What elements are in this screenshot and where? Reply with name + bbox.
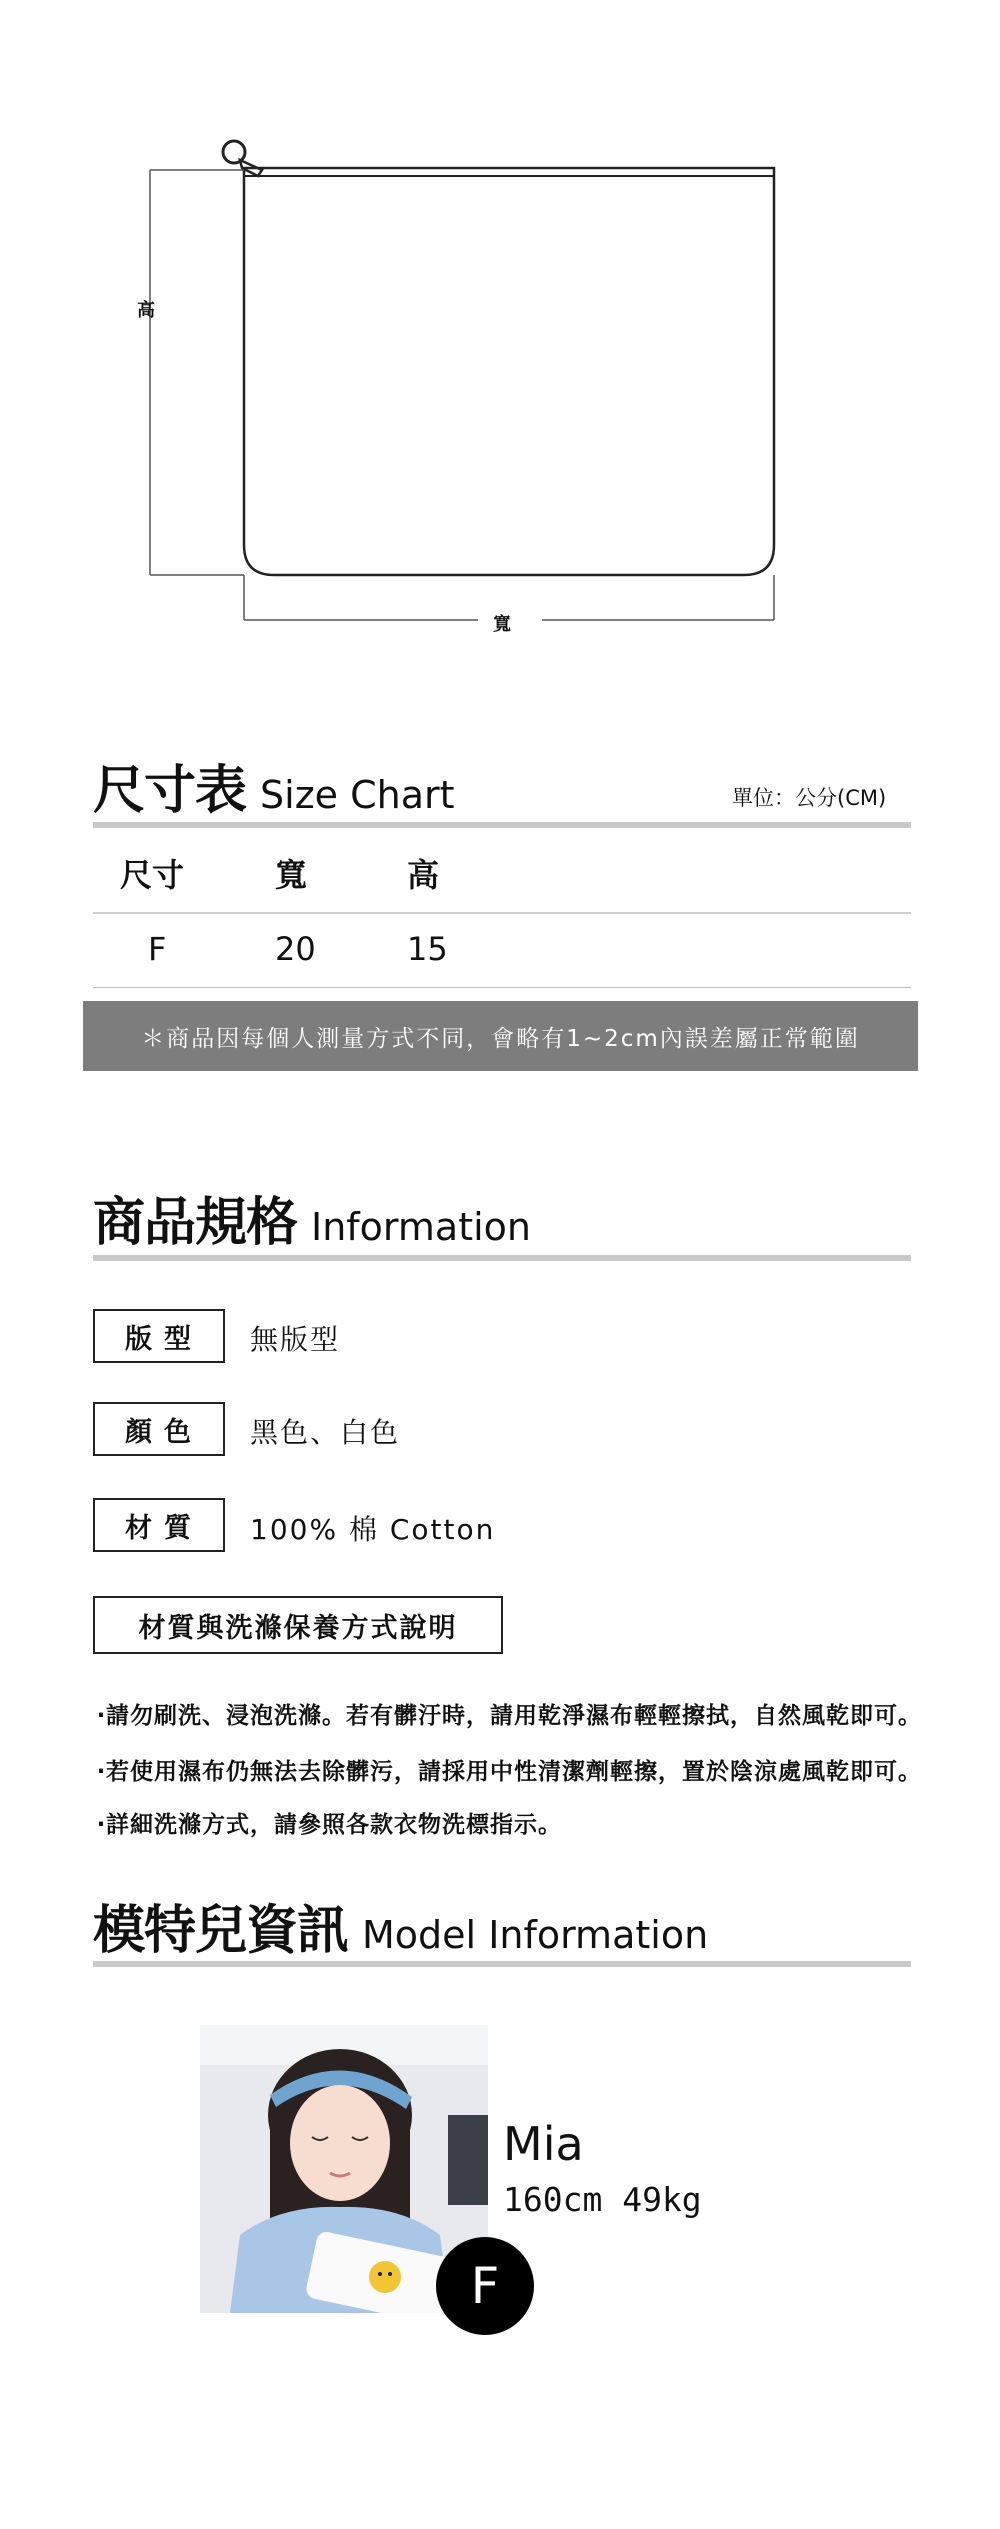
size-chart-heading — [93, 748, 455, 823]
care-item: ‧若使用濕布仍無法去除髒污，請採用中性清潔劑輕擦，置於陰涼處風乾即可。 — [97, 1759, 923, 1785]
information-title-cn: 商品規格 — [93, 1193, 298, 1253]
model-title-cn: 模特兒資訊 — [93, 1901, 349, 1961]
table-header-height: 高 — [407, 856, 440, 894]
spec-label-material: 材質 — [93, 1498, 225, 1552]
information-heading — [93, 1180, 531, 1255]
pouch-outline-drawing — [0, 0, 1000, 680]
spec-label-color: 顏色 — [93, 1402, 225, 1456]
care-instructions-title: 材質與洗滌保養方式說明 — [93, 1596, 503, 1654]
spec-value-fit: 無版型 — [250, 1323, 341, 1356]
model-height-weight: 160cm 49kg — [503, 2180, 702, 2219]
width-label: 寬 — [493, 614, 511, 635]
table-header-divider — [93, 912, 911, 914]
care-item: ‧請勿刷洗、浸泡洗滌。若有髒汙時，請用乾淨濕布輕輕擦拭，自然風乾即可。 — [97, 1703, 923, 1729]
model-heading — [93, 1888, 708, 1963]
spec-value-material: 100% 棉 Cotton — [250, 1513, 496, 1546]
table-header-size: 尺寸 — [120, 856, 185, 894]
care-item: ‧詳細洗滌方式，請參照各款衣物洗標指示。 — [97, 1812, 563, 1838]
size-chart-rule — [93, 822, 911, 828]
model-title-en: Model Information — [362, 1913, 709, 1957]
information-rule — [93, 1255, 911, 1261]
table-cell-width: 20 — [275, 930, 316, 968]
spec-value-color: 黑色、白色 — [250, 1416, 401, 1449]
table-bottom-divider — [93, 987, 911, 988]
model-rule — [93, 1961, 911, 1967]
information-title-en: Information — [311, 1205, 531, 1249]
model-name: Mia — [503, 2117, 584, 2171]
unit-label: 單位：公分(CM) — [732, 786, 887, 810]
table-header-width: 寬 — [275, 856, 308, 894]
table-cell-height: 15 — [407, 930, 448, 968]
table-cell-size: F — [148, 930, 167, 968]
pouch-size-diagram — [0, 0, 1000, 680]
size-chart-title-en: Size Chart — [260, 773, 455, 817]
spec-label-fit: 版型 — [93, 1309, 225, 1363]
measurement-note: ＊商品因每個人測量方式不同，會略有1~2cm內誤差屬正常範圍 — [83, 1001, 918, 1071]
height-label: 高 — [137, 300, 155, 321]
model-size-badge: F — [436, 2237, 534, 2335]
size-chart-title-cn: 尺寸表 — [93, 761, 247, 821]
